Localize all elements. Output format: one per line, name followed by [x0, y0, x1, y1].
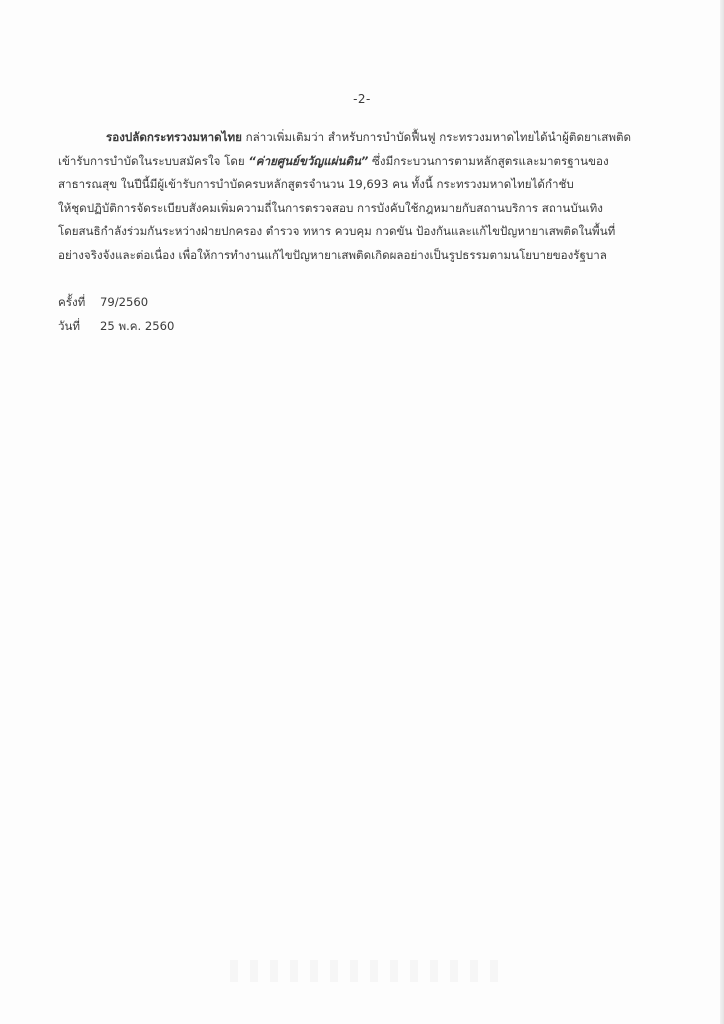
date-row [58, 314, 174, 338]
camp-name: “ค่ายศูนย์ขวัญแผ่นดิน” [248, 153, 369, 168]
paragraph-line-2-after: ซึ่งมีกระบวนการตามหลักสูตรและมาตรฐานของ [368, 153, 609, 168]
issue-row [58, 290, 174, 314]
page-number: -2- [353, 92, 371, 106]
speaker-title: รองปลัดกระทรวงมหาดไทย [106, 130, 242, 144]
scan-artifact [230, 960, 510, 982]
paragraph-line-6: อย่างจริงจังและต่อเนื่อง เพื่อให้การทำงานแก้ไขปัญหายาเสพติดเกิดผลอย่างเป็นรูปธรรมตามนโยบายของรัฐบาล [58, 247, 607, 262]
paragraph-line-5: โดยสนธิกำลังร่วมกันระหว่างฝ่ายปกครอง ตำรวจ ทหาร ควบคุม กวดขัน ป้องกันและแก้ไขปัญหายาเสพติดในพื้นที่ [58, 224, 616, 238]
paragraph-line-2 [58, 150, 674, 174]
issue-value: 79/2560 [100, 295, 149, 309]
paragraph-line-2-before: เข้ารับการบำบัดในระบบสมัครใจ โดย [58, 153, 249, 168]
paragraph-line-4: ให้ชุดปฏิบัติการจัดระเบียบสังคมเพิ่มความถี่ในการตรวจสอบ การบังคับใช้กฎหมายกับสถานบริการ สถานบันเทิง [58, 200, 603, 215]
issue-label: ครั้งที่ [58, 295, 86, 309]
date-value: 25 พ.ค. 2560 [100, 319, 175, 333]
paragraph-line-1-text: กล่าวเพิ่มเติมว่า สำหรับการบำบัดฟื้นฟู กระทรวงมหาดไทยได้นำผู้ติดยาเสพติด [241, 130, 632, 144]
paragraph-line-1 [58, 126, 674, 150]
body-paragraph [58, 126, 674, 267]
date-label: วันที่ [58, 319, 81, 333]
paragraph-line-3: สาธารณสุข ในปีนี้มีผู้เข้ารับการบำบัดครบหลักสูตรจำนวน 19,693 คน ทั้งนี้ กระทรวงมหาดไทยได้กำชับ [58, 177, 574, 191]
document-meta [58, 290, 174, 338]
scan-edge [720, 0, 724, 1024]
